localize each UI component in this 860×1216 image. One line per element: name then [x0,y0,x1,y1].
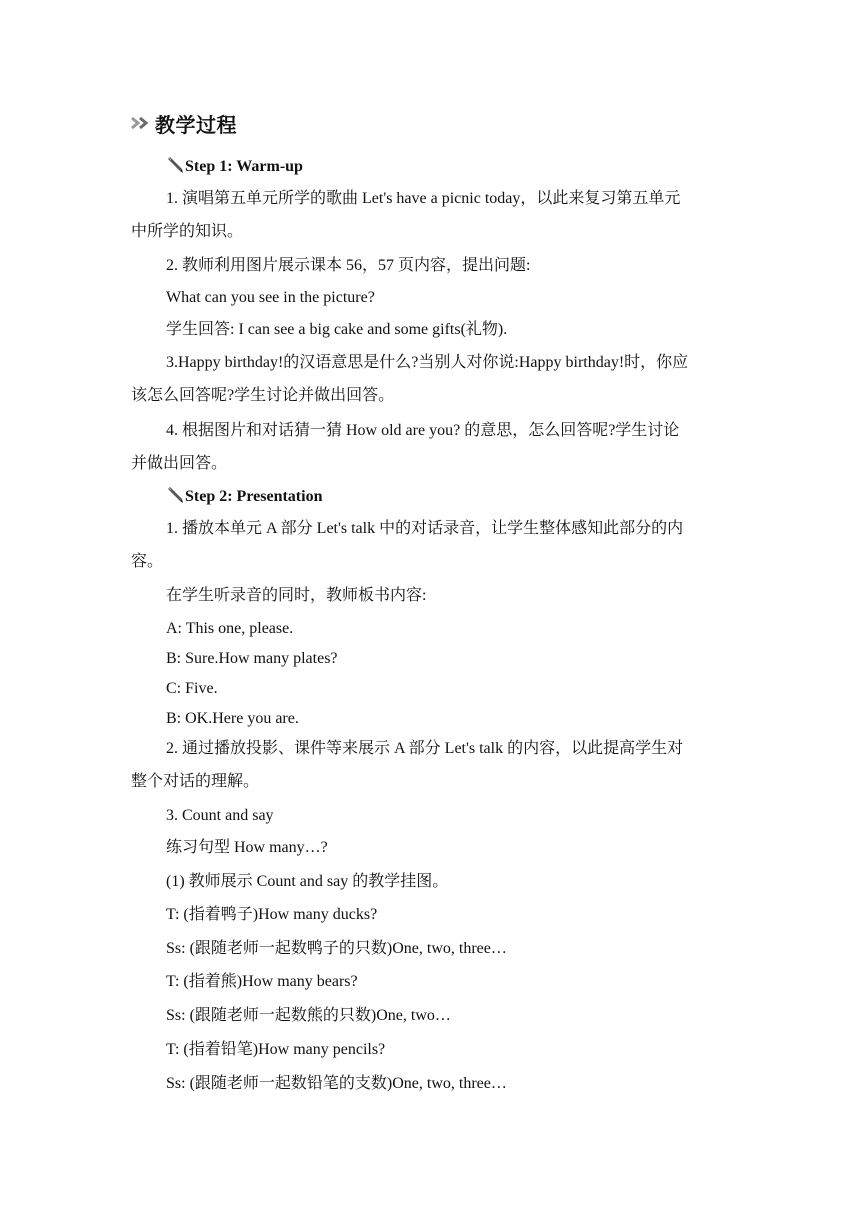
exchange-line: Ss: (跟随老师一起数熊的只数)One, two… [166,1007,451,1024]
step1-question: What can you see in the picture? [166,289,375,306]
exchange-line: T: (指着熊)How many bears? [166,973,358,990]
step2-p1-line1: 1. 播放本单元 A 部分 Let's talk 中的对话录音，让学生整体感知此部分的内 [166,520,684,537]
exchange-line: T: (指着鸭子)How many ducks? [166,906,378,923]
step2-p2-line1: 2. 通过播放投影、课件等来展示 A 部分 Let's talk 的内容，以此提高学生对 [166,740,684,757]
pen-nib-icon [166,156,184,179]
exchange-line: T: (指着铅笔)How many pencils? [166,1041,386,1058]
section-title [131,109,237,137]
step2-p1-line2: 容。 [131,553,164,570]
dialog-line: A: This one, please. [166,620,294,637]
step2-heading-text: Step 2: Presentation [185,488,323,505]
step1-heading [166,155,303,179]
dialog-line: B: Sure.How many plates? [166,650,338,667]
step1-p4-line1: 4. 根据图片和对话猜一猜 How old are you? 的意思，怎么回答呢?学生讨论 [166,422,680,439]
step2-p2-line2: 整个对话的理解。 [131,773,260,790]
pen-nib-icon [166,486,184,509]
dialog-line: C: Five. [166,680,218,697]
step1-p2: 2. 教师利用图片展示课本 56，57 页内容，提出问题: [166,257,531,274]
section-title-text: 教学过程 [155,112,237,137]
step2-board-intro: 在学生听录音的同时，教师板书内容: [166,587,427,604]
double-chevron-icon [131,116,153,130]
dialog-line: B: OK.Here you are. [166,710,299,727]
step2-p3: 3. Count and say [166,807,274,824]
exchange-line: Ss: (跟随老师一起数鸭子的只数)One, two, three… [166,940,507,957]
step1-p1-line1: 1. 演唱第五单元所学的歌曲 Let's have a picnic today，以此来复习第五单元 [166,190,681,207]
step1-p3-line1: 3.Happy birthday!的汉语意思是什么?当别人对你说:Happy birthday!时，你应 [166,354,689,371]
step2-drill: 练习句型 How many…? [166,839,328,856]
step2-sub1: (1) 教师展示 Count and say 的教学挂图。 [166,873,449,890]
step1-p3-line2: 该怎么回答呢?学生讨论并做出回答。 [131,387,395,404]
step1-answer: 学生回答: I can see a big cake and some gifts(礼物). [166,321,508,338]
step2-heading [166,485,322,509]
step1-heading-text: Step 1: Warm-up [185,158,303,175]
exchange-line: Ss: (跟随老师一起数铅笔的支数)One, two, three… [166,1075,507,1092]
step1-p1-line2: 中所学的知识。 [131,223,244,240]
step1-p4-line2: 并做出回答。 [131,455,228,472]
